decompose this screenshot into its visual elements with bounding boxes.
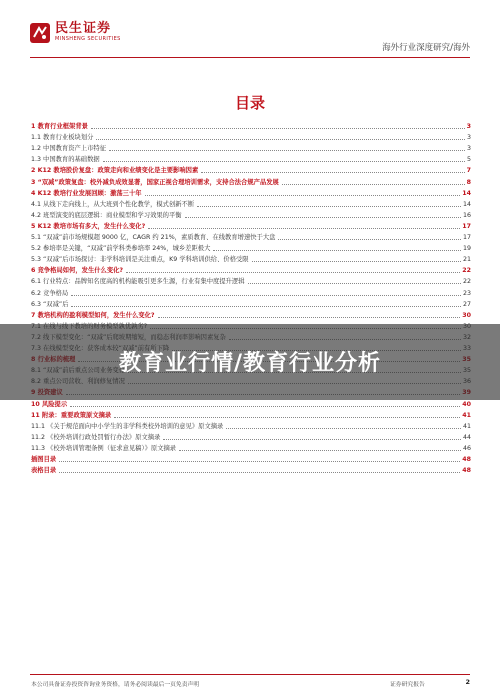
toc-entry[interactable] — [31, 420, 471, 431]
toc-entry-page: 17 — [462, 222, 471, 230]
toc-entry-page: 22 — [462, 267, 471, 275]
toc-entry-title: 11.1 《关于规范面向中小学生的非学科类校外培训的意见》原文摘录 — [31, 422, 224, 430]
toc-title: 目录 — [234, 94, 265, 112]
company-logo — [30, 22, 121, 43]
toc-entry[interactable] — [31, 220, 471, 231]
toc-entry-page: 7 — [466, 167, 471, 175]
toc-entry-page: 17 — [462, 234, 471, 241]
toc-entry[interactable] — [31, 242, 471, 253]
toc-leader-dots — [185, 216, 461, 218]
toc-entry-title: 3 “双减”政策复盘：校外减负成效显著，国家正视合理培训需求，支持合法合规产品发展 — [31, 178, 279, 186]
toc-entry-title: 5 K12 教培市场有多大，发生什么变化? — [31, 222, 146, 230]
toc-entry-title: 5.3 “双减”后市场探讨：非学科培训是关注重点，K9 学科培训供给、价格受限 — [31, 256, 249, 264]
toc-entry[interactable] — [31, 298, 471, 309]
minsheng-logo-icon — [30, 23, 50, 43]
toc-entry-page: 8 — [466, 178, 471, 186]
toc-entry-page: 23 — [462, 289, 471, 297]
toc-leader-dots — [96, 138, 465, 140]
toc-entry-title: 11 附录：重要政策原文摘录 — [31, 411, 112, 419]
toc-leader-dots — [163, 438, 461, 440]
toc-entry[interactable] — [31, 120, 471, 131]
toc-leader-dots — [70, 405, 460, 407]
toc-entry[interactable] — [31, 187, 471, 198]
toc-leader-dots — [213, 249, 461, 251]
toc-entry[interactable] — [31, 198, 471, 209]
toc-entry-title: 6.1 行业特点：品牌知名度高的机构能吸引更多生源，行业有集中度提升逻辑 — [31, 278, 245, 286]
toc-leader-dots — [179, 449, 461, 451]
toc-entry-title: 表格目录 — [31, 467, 57, 475]
footer-report-type: 证券研究报告 — [390, 682, 425, 688]
toc-entry-title: 5.1 “双减”前市场规模超 9000 亿，CAGR 约 21%，素质教育、在线教育增速快于大盘 — [31, 234, 276, 241]
toc-entry[interactable] — [31, 131, 471, 142]
toc-entry[interactable] — [31, 264, 471, 275]
page-number: 2 — [465, 678, 470, 686]
toc-leader-dots — [103, 160, 465, 162]
toc-leader-dots — [145, 194, 461, 196]
toc-leader-dots — [248, 282, 461, 284]
logo-chinese-name: 民生证券 — [55, 21, 112, 36]
toc-entry[interactable] — [31, 153, 471, 164]
toc-entry[interactable] — [31, 287, 471, 298]
toc-entry[interactable] — [31, 442, 471, 453]
toc-leader-dots — [71, 305, 461, 307]
toc-entry-page: 30 — [462, 311, 471, 319]
toc-entry[interactable] — [31, 176, 471, 187]
toc-entry[interactable] — [31, 142, 471, 153]
toc-entry-title: 7 教培机构的盈利模型如何，发生什么变化? — [31, 311, 155, 319]
toc-leader-dots — [71, 294, 461, 296]
toc-entry-page: 41 — [462, 422, 471, 430]
toc-entry-page: 16 — [462, 211, 471, 219]
toc-leader-dots — [114, 416, 460, 418]
toc-leader-dots — [148, 227, 460, 229]
toc-leader-dots — [158, 316, 461, 318]
toc-leader-dots — [282, 183, 465, 185]
toc-entry-title: 6 竞争格局如何，发生什么变化? — [31, 267, 124, 275]
toc-entry[interactable] — [31, 209, 471, 220]
footer-disclaimer: 本公司具备证券投资咨询业务资格，请务必阅读最后一页免责声明 — [31, 682, 200, 688]
toc-entry[interactable] — [31, 253, 471, 264]
footer-divider — [30, 674, 470, 675]
toc-entry-title: 1.3 中国教育的基础数据 — [31, 156, 100, 164]
toc-entry[interactable] — [31, 464, 471, 475]
toc-entry-title: 插图目录 — [31, 456, 57, 463]
toc-entry-page: 21 — [462, 256, 471, 264]
toc-entry[interactable] — [31, 231, 471, 242]
toc-entry[interactable] — [31, 164, 471, 175]
toc-leader-dots — [197, 205, 461, 207]
toc-entry-page: 3 — [466, 123, 471, 130]
toc-entry-page: 22 — [462, 278, 471, 286]
page-header — [0, 0, 500, 60]
toc-leader-dots — [278, 238, 461, 240]
toc-entry[interactable] — [31, 453, 471, 464]
toc-entry-page: 44 — [462, 433, 471, 441]
toc-leader-dots — [201, 171, 464, 173]
report-category: 海外行业深度研究/海外 — [382, 43, 470, 53]
toc-entry-page: 3 — [466, 134, 471, 142]
toc-entry-title: 4 K12 教培行业发展回顾：激荡三十年 — [31, 189, 142, 197]
toc-leader-dots — [252, 260, 461, 262]
toc-entry-title: 6.2 竞争格局 — [31, 289, 69, 297]
toc-entry-title: 10 风险提示 — [31, 400, 68, 408]
toc-leader-dots — [91, 127, 465, 129]
toc-entry-page: 46 — [462, 444, 471, 452]
toc-entry-title: 11.3 《校外培训管理条例（征求意见稿）》原文摘录 — [31, 444, 177, 452]
toc-entry-page: 14 — [462, 200, 471, 208]
toc-leader-dots — [109, 149, 465, 151]
toc-entry-page: 5 — [466, 156, 471, 164]
toc-entry-title: 4.2 班型演变的底层逻辑：商业模型和学习效果的平衡 — [31, 211, 182, 219]
logo-english-name: MINSHENG SECURITIES — [55, 36, 121, 42]
toc-entry[interactable] — [31, 409, 471, 420]
toc-entry-page: 27 — [462, 300, 471, 308]
toc-leader-dots — [226, 427, 461, 429]
header-divider — [30, 57, 470, 58]
toc-entry[interactable] — [31, 275, 471, 286]
toc-entry-title: 4.1 从线下走向线上，从大班到个性化教学，模式创新不断 — [31, 200, 195, 208]
toc-leader-dots — [59, 460, 460, 462]
toc-entry-title: 5.2 参培率是关键，“双减”前学科类参培率 24%，城乡差距极大 — [31, 245, 211, 253]
toc-entry-page: 48 — [462, 467, 471, 475]
toc-entry-page: 14 — [462, 189, 471, 197]
toc-leader-dots — [59, 471, 460, 473]
toc-entry[interactable] — [31, 431, 471, 442]
toc-entry-page: 48 — [462, 456, 471, 463]
toc-entry[interactable] — [31, 309, 471, 320]
toc-entry-page: 40 — [462, 400, 471, 408]
toc-entry-title: 11.2 《校外培训行政处罚暂行办法》原文摘录 — [31, 433, 161, 441]
toc-entry-title: 1.1 教育行业板块划分 — [31, 134, 94, 142]
toc-entry-title: 6.3 “双减”后 — [31, 300, 69, 308]
toc-entry-page: 41 — [462, 411, 471, 419]
toc-entry-title: 2 K12 教培股价复盘：政策走向和业绩变化是主要影响因素 — [31, 167, 199, 175]
toc-entry-title: 1 教育行业框架背景 — [31, 123, 88, 130]
toc-leader-dots — [126, 271, 460, 273]
toc-entry-page: 19 — [462, 245, 471, 253]
toc-entry-title: 1.2 中国教育资产上市特征 — [31, 145, 106, 153]
toc-entry-page: 3 — [466, 145, 471, 153]
watermark-banner-text: 教育业行情/教育行业分析 — [118, 351, 382, 376]
